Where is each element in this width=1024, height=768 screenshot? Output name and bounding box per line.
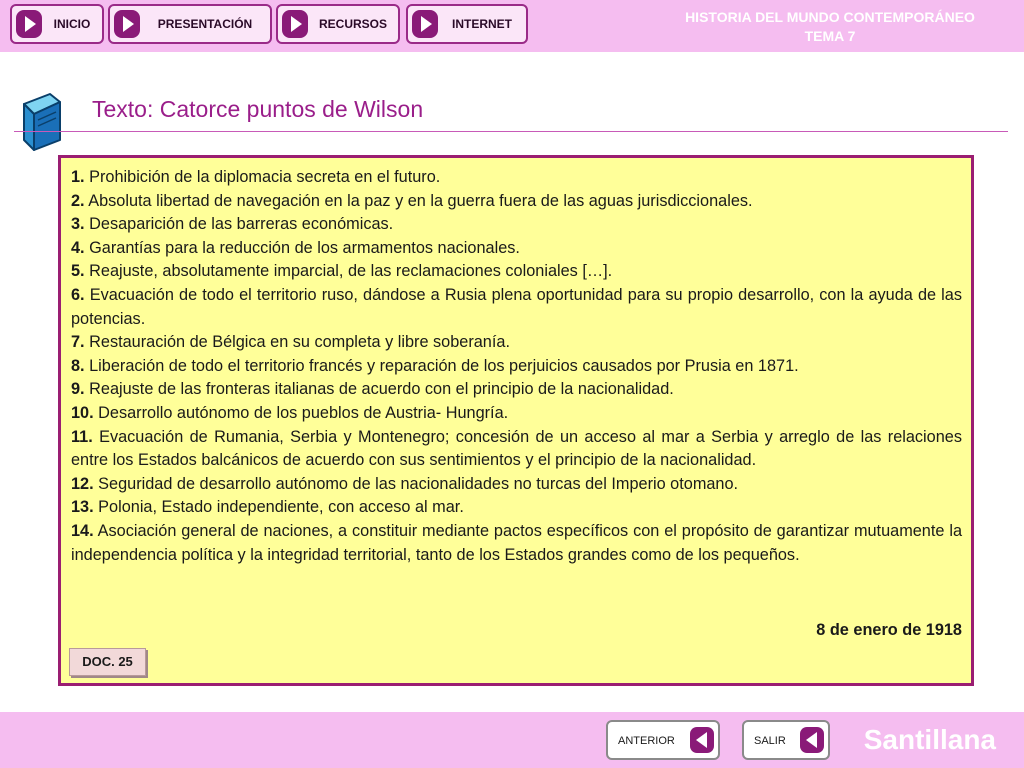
point-number: 3.	[71, 215, 85, 234]
point-number: 12.	[71, 474, 94, 493]
brand-logo: Santillana	[863, 724, 996, 755]
list-item	[71, 520, 962, 567]
list-item	[71, 331, 962, 355]
previous-button[interactable]	[606, 720, 720, 760]
list-item	[71, 284, 962, 331]
course-title-line1: HISTORIA DEL MUNDO CONTEMPORÁNEO	[685, 9, 975, 25]
back-arrow-icon	[690, 727, 714, 753]
back-arrow-icon	[800, 727, 824, 753]
point-text: Polonia, Estado independiente, con acceso al mar.	[98, 498, 464, 517]
point-text: Evacuación de todo el territorio ruso, dándose a Rusia plena oportunidad para su propio desarrollo, con la ayuda de las potencias.	[71, 285, 962, 328]
play-arrow-icon	[412, 10, 438, 38]
list-item	[71, 402, 962, 426]
play-arrow-icon	[114, 10, 140, 38]
nav-button-label: INICIO	[53, 17, 91, 31]
book-icon	[20, 92, 64, 152]
point-number: 9.	[71, 380, 85, 399]
point-number: 6.	[71, 285, 85, 304]
list-item	[71, 166, 962, 190]
list-item	[71, 190, 962, 214]
point-text: Liberación de todo el territorio francés y reparación de los perjuicios causados por Prusia en 1871.	[89, 356, 799, 375]
previous-button-label: ANTERIOR	[618, 735, 675, 747]
nav-button-recursos[interactable]	[276, 4, 400, 44]
list-item	[71, 496, 962, 520]
point-number: 1.	[71, 168, 85, 186]
list-item	[71, 426, 962, 473]
top-bar	[0, 0, 1024, 52]
exit-button[interactable]	[742, 720, 830, 760]
point-text: Asociación general de naciones, a constituir mediante pactos específicos con el propósito de garantizar mutuamente la independencia política y la integridad territorial, tanto de los Estados grandes como de los pequeños.	[71, 521, 963, 564]
point-number: 7.	[71, 333, 85, 352]
point-number: 10.	[71, 403, 94, 422]
list-item	[71, 260, 962, 284]
point-text: Desarrollo autónomo de los pueblos de Austria- Hungría.	[98, 403, 509, 422]
point-text: Restauración de Bélgica en su completa y libre soberanía.	[89, 333, 510, 352]
nav-button-label: RECURSOS	[318, 17, 387, 31]
point-text: Reajuste, absolutamente imparcial, de las reclamaciones coloniales […].	[89, 262, 613, 281]
play-arrow-icon	[16, 10, 42, 38]
point-number: 5.	[71, 262, 85, 281]
point-number: 13.	[71, 498, 94, 517]
wilson-points-list	[71, 166, 962, 567]
nav-button-inicio[interactable]	[10, 4, 104, 44]
document-date: 8 de enero de 1918	[816, 621, 962, 639]
point-number: 14.	[71, 521, 94, 540]
point-number: 4.	[71, 238, 85, 257]
point-text: Evacuación de Rumania, Serbia y Montenegro; concesión de un acceso al mar a Serbia y arreglo de las relaciones entre los Estados balcánicos de acuerdo con sus sentimientos y el principio de la nacionalidad.	[71, 427, 962, 470]
course-title-line2: TEMA 7	[804, 28, 856, 44]
point-text: Prohibición de la diplomacia secreta en el futuro.	[89, 168, 441, 186]
point-text: Seguridad de desarrollo autónomo de las nacionalidades no turcas del Imperio otomano.	[98, 474, 739, 493]
point-number: 11.	[71, 427, 93, 446]
nav-button-label: PRESENTACIÓN	[157, 17, 253, 31]
nav-button-internet[interactable]	[406, 4, 528, 44]
point-text: Absoluta libertad de navegación en la paz y en la guerra fuera de las aguas jurisdiccionales.	[88, 191, 753, 210]
header-divider	[14, 131, 1008, 132]
point-text: Reajuste de las fronteras italianas de acuerdo con el principio de la nacionalidad.	[89, 380, 674, 399]
list-item	[71, 237, 962, 261]
list-item	[71, 378, 962, 402]
document-panel	[58, 155, 974, 686]
course-title	[650, 8, 1010, 46]
point-text: Desaparición de las barreras económicas.	[89, 215, 394, 234]
point-number: 8.	[71, 356, 85, 375]
page-title: Texto: Catorce puntos de Wilson	[92, 96, 424, 122]
bottom-bar	[0, 712, 1024, 768]
list-item	[71, 355, 962, 379]
list-item	[71, 473, 962, 497]
nav-button-label: INTERNET	[452, 17, 512, 31]
document-tag: DOC. 25	[69, 648, 146, 676]
point-number: 2.	[71, 191, 85, 210]
point-text: Garantías para la reducción de los armamentos nacionales.	[89, 238, 520, 257]
nav-button-presentacion[interactable]	[108, 4, 272, 44]
exit-button-label: SALIR	[754, 735, 786, 747]
list-item	[71, 213, 962, 237]
play-arrow-icon	[282, 10, 308, 38]
